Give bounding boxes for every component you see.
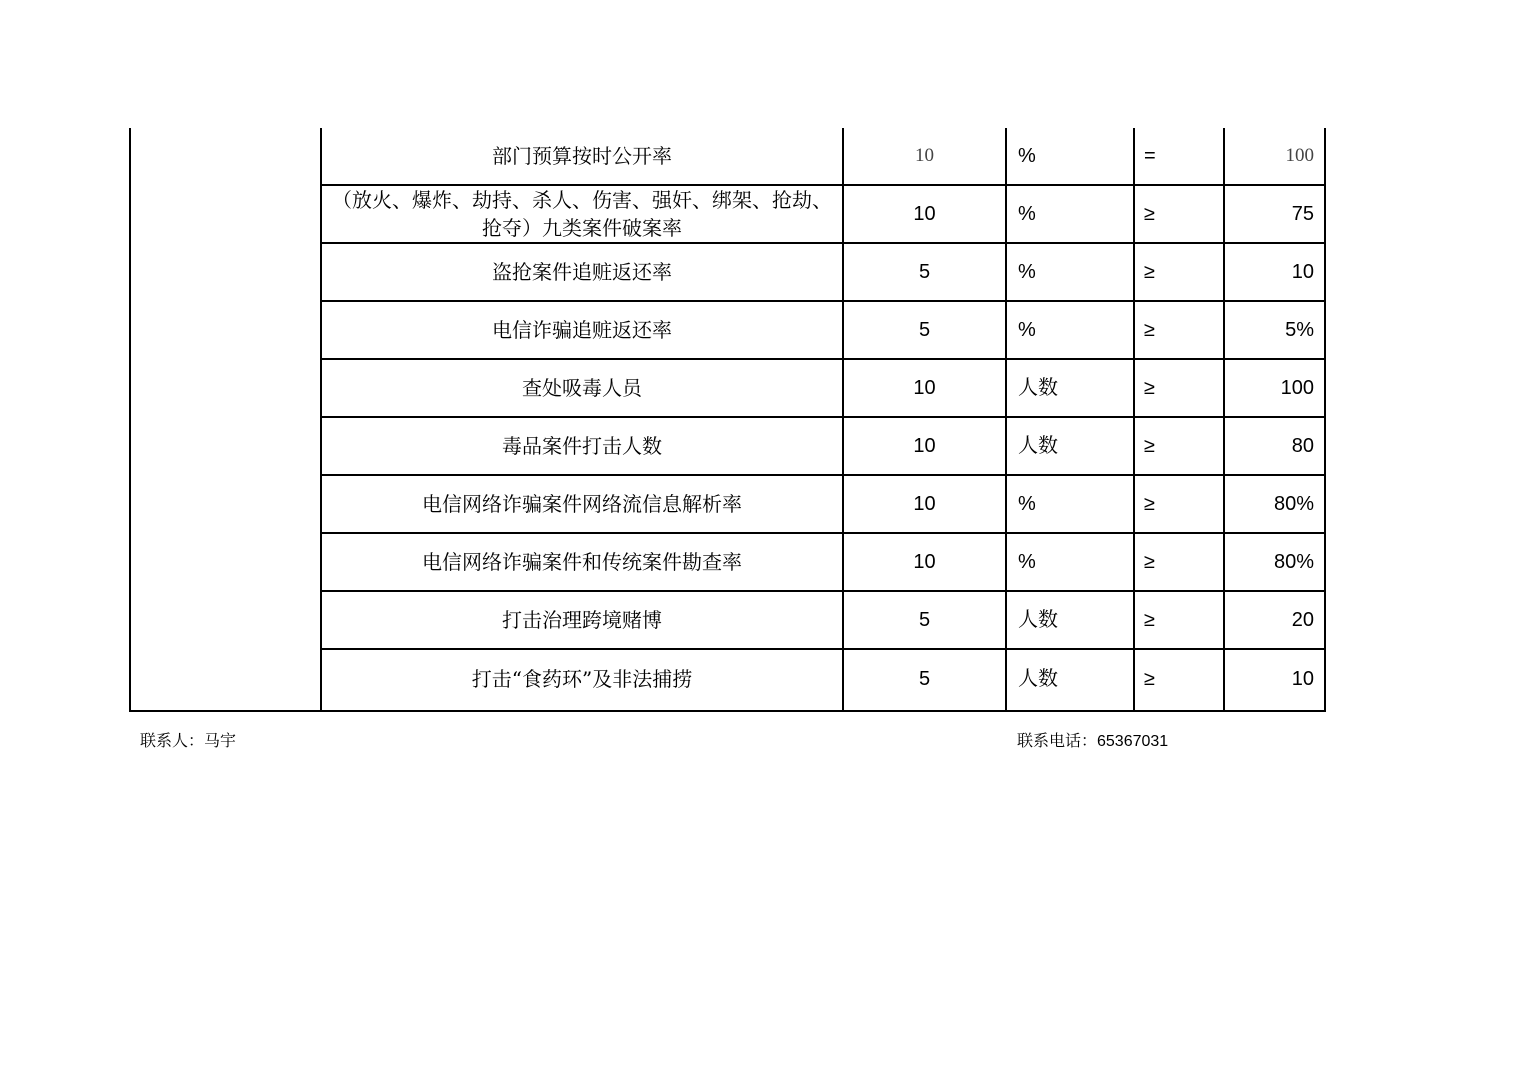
operator-cell: ≥ [1144,609,1155,631]
operator-cell: ≥ [1144,377,1155,399]
operator-cell: ≥ [1144,261,1155,283]
contact-phone: 联系电话：65367031 [1017,733,1169,750]
weight-cell: 5 [918,319,931,341]
target-value-cell: 100 [1285,145,1314,166]
target-value-cell: 20 [1291,609,1314,631]
table-row [321,360,1326,418]
indicator-name-cell: 部门预算按时公开率 [492,144,672,168]
indicator-name-cell: 打击治理跨境赌博 [502,608,662,632]
target-value-cell: 10 [1291,668,1314,690]
indicator-name-cell: 查处吸毒人员 [522,376,642,400]
table-row [321,650,1326,708]
unit-cell: % [1018,551,1036,573]
indicator-name-cell: 电信网络诈骗案件网络流信息解析率 [422,492,742,516]
contact-person: 联系人：马宇 [140,733,237,750]
table-row [321,534,1326,592]
weight-cell: 10 [913,377,936,399]
indicator-name-cell: 打击“食药环”及非法捕捞 [471,667,693,691]
unit-cell: % [1018,493,1036,515]
table-row [321,128,1326,186]
target-value-cell: 5% [1285,319,1314,341]
weight-cell: 10 [913,493,936,515]
indicator-name-cell: 电信网络诈骗案件和传统案件勘查率 [422,550,742,574]
indicator-name-cell: 盗抢案件追赃返还率 [492,260,672,284]
weight-cell: 10 [913,551,936,573]
operator-cell: = [1144,145,1156,167]
weight-cell: 10 [913,203,936,225]
unit-cell: % [1018,319,1036,341]
unit-cell: 人数 [1018,435,1058,457]
unit-cell: 人数 [1018,377,1058,399]
unit-cell: % [1018,261,1036,283]
unit-cell: % [1018,203,1036,225]
weight-cell: 5 [918,609,931,631]
target-value-cell: 80% [1273,493,1314,515]
indicator-name-cell: 毒品案件打击人数 [502,434,662,458]
operator-cell: ≥ [1144,435,1155,457]
table-row [321,186,1326,244]
table-row [321,592,1326,650]
table-row [321,302,1326,360]
target-value-cell: 100 [1280,377,1314,399]
weight-cell: 5 [918,261,931,283]
table-row [321,244,1326,302]
weight-cell: 10 [915,145,934,166]
operator-cell: ≥ [1144,551,1155,573]
target-value-cell: 10 [1291,261,1314,283]
table-body [321,128,1326,708]
operator-cell: ≥ [1144,493,1155,515]
table-row [321,476,1326,534]
weight-cell: 10 [913,435,936,457]
operator-cell: ≥ [1144,203,1155,225]
table-border-bottom [129,710,1326,712]
unit-cell: 人数 [1018,668,1058,690]
table-border-left [129,128,131,712]
target-value-cell: 80 [1291,435,1314,457]
indicator-name-cell: 电信诈骗追赃返还率 [492,318,672,342]
unit-cell: 人数 [1018,609,1058,631]
table-row [321,418,1326,476]
target-value-cell: 80% [1273,551,1314,573]
operator-cell: ≥ [1144,668,1155,690]
unit-cell: % [1018,145,1036,167]
operator-cell: ≥ [1144,319,1155,341]
indicator-table [129,128,1326,712]
indicator-name-cell: （放火、爆炸、劫持、杀人、伤害、强奸、绑架、抢劫、抢夺）九类案件破案率 [332,188,832,240]
weight-cell: 5 [918,668,931,690]
target-value-cell: 75 [1291,203,1314,225]
